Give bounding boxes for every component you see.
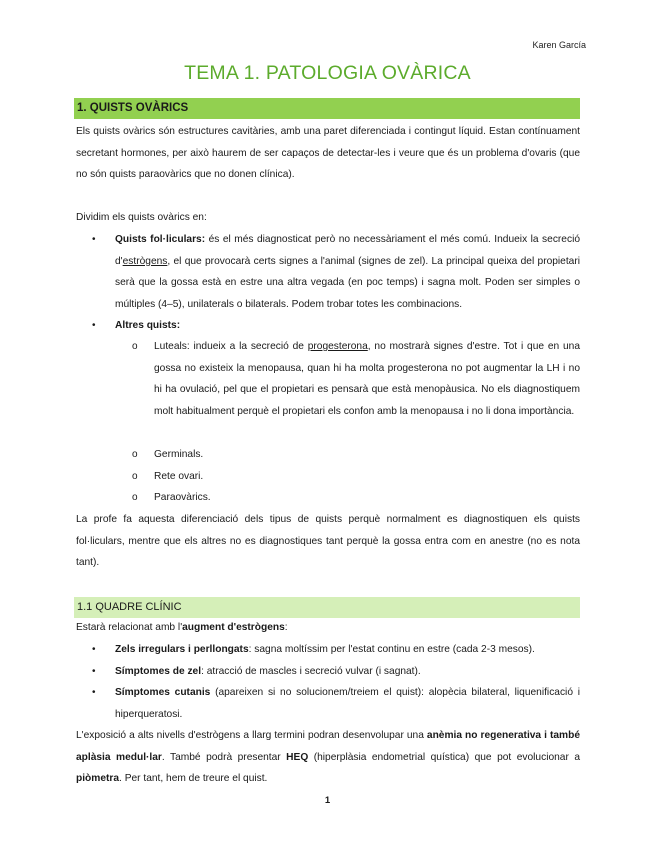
- document-title: TEMA 1. PATOLOGIA OVÀRICA: [184, 62, 471, 84]
- altres-label: Altres quists:: [115, 320, 181, 331]
- foliculars-label: Quists fol·liculars:: [115, 234, 206, 245]
- subitem-paraovarics: Paraovàrics.: [154, 492, 211, 503]
- bullet-icon: •: [92, 320, 96, 331]
- progesterona-term: progesterona: [307, 341, 368, 352]
- list-item-altres: [115, 315, 580, 337]
- section-heading-quadre-clinic: 1.1 QUADRE CLÍNIC: [74, 597, 580, 618]
- subitem-rete: Rete ovari.: [154, 471, 204, 482]
- bullet-icon: •: [92, 234, 96, 245]
- section-heading-quists: 1. QUISTS OVÀRICS: [74, 98, 580, 119]
- circle-bullet-icon: o: [132, 492, 138, 503]
- final-paragraph: L'exposició a alts nivells d'estrògens a llarg termini podran desenvolupar una anèmia no regenerativa i també aplàsia medul·lar. També podrà presentar HEQ (hiperplàsia endometrial quística) que pot evolucionar a piòmetra. Per tant, hem de treure el quist.: [76, 730, 580, 785]
- bullet-icon: •: [92, 687, 96, 698]
- bullet-icon: •: [92, 644, 96, 655]
- bullet-icon: •: [92, 666, 96, 677]
- estrogens-term: estrògens: [122, 255, 168, 267]
- circle-bullet-icon: o: [132, 341, 138, 352]
- intro-paragraph: Els quists ovàrics són estructures cavitàries, amb una paret diferenciada i contingut líquid. Estan contínuament secretant hormones, per això haurem de ser capaços de detectar-les i veure que és un problema d'ovaris (que no són quists paraovàrics que no donen clínica).: [76, 126, 580, 181]
- subitem-germinals: Germinals.: [154, 449, 204, 460]
- list-item-simptomes-zel: Símptomes de zel: atracció de mascles i secreció vulvar (i sagnat).: [115, 666, 421, 677]
- page-number: 1: [324, 795, 331, 806]
- divide-paragraph: Dividim els quists ovàrics en:: [76, 212, 207, 223]
- subitem-luteals: Luteals: indueix a la secreció de progesterona, no mostrarà signes d'estre. Tot i que en una gossa no existeix la menopausa, quan hi ha molta progesterona no pot augmentar la LH i no hi ha ovulació, pel que el propietari es pensarà que està menopàusica. No els diagnostiquem molt habitualment perquè el propietari els confon amb la menopausa i no li dona importància.: [154, 341, 580, 417]
- circle-bullet-icon: o: [132, 449, 138, 460]
- closing-paragraph: La profe fa aquesta diferenciació dels tipus de quists perquè normalment es diagnostiquen els quists fol·liculars, mentre que els altres no es diagnostiques tant perquè la gossa entra com en anestre (no es nota tant).: [76, 514, 580, 569]
- quadre-intro: Estarà relacionat amb l'augment d'estrògens:: [76, 622, 288, 633]
- list-item-zels: Zels irregulars i perllongats: sagna moltíssim per l'estat continu en estre (cada 2-3 mesos).: [115, 644, 535, 655]
- list-item-foliculars: Quists fol·liculars: és el més diagnosticat però no necessàriament el més comú. Indueix la secreció d'estrògens, el que provocarà certs signes a l'animal (signes de zel). La principal queixa del propietari serà que la gossa està en estre una altra vegada (en poc temps) i sagna molt. Poden ser simples o múltiples (4–5), unilaterals o bilaterals. Podem trobar totes les combinacions.: [115, 234, 580, 310]
- list-item-simptomes-cutanis: Símptomes cutanis (apareixen si no solucionem/treiem el quist): alopècia bilateral, liquenificació i hiperqueratosi.: [115, 687, 580, 720]
- circle-bullet-icon: o: [132, 471, 138, 482]
- header-author: Karen García: [532, 40, 586, 50]
